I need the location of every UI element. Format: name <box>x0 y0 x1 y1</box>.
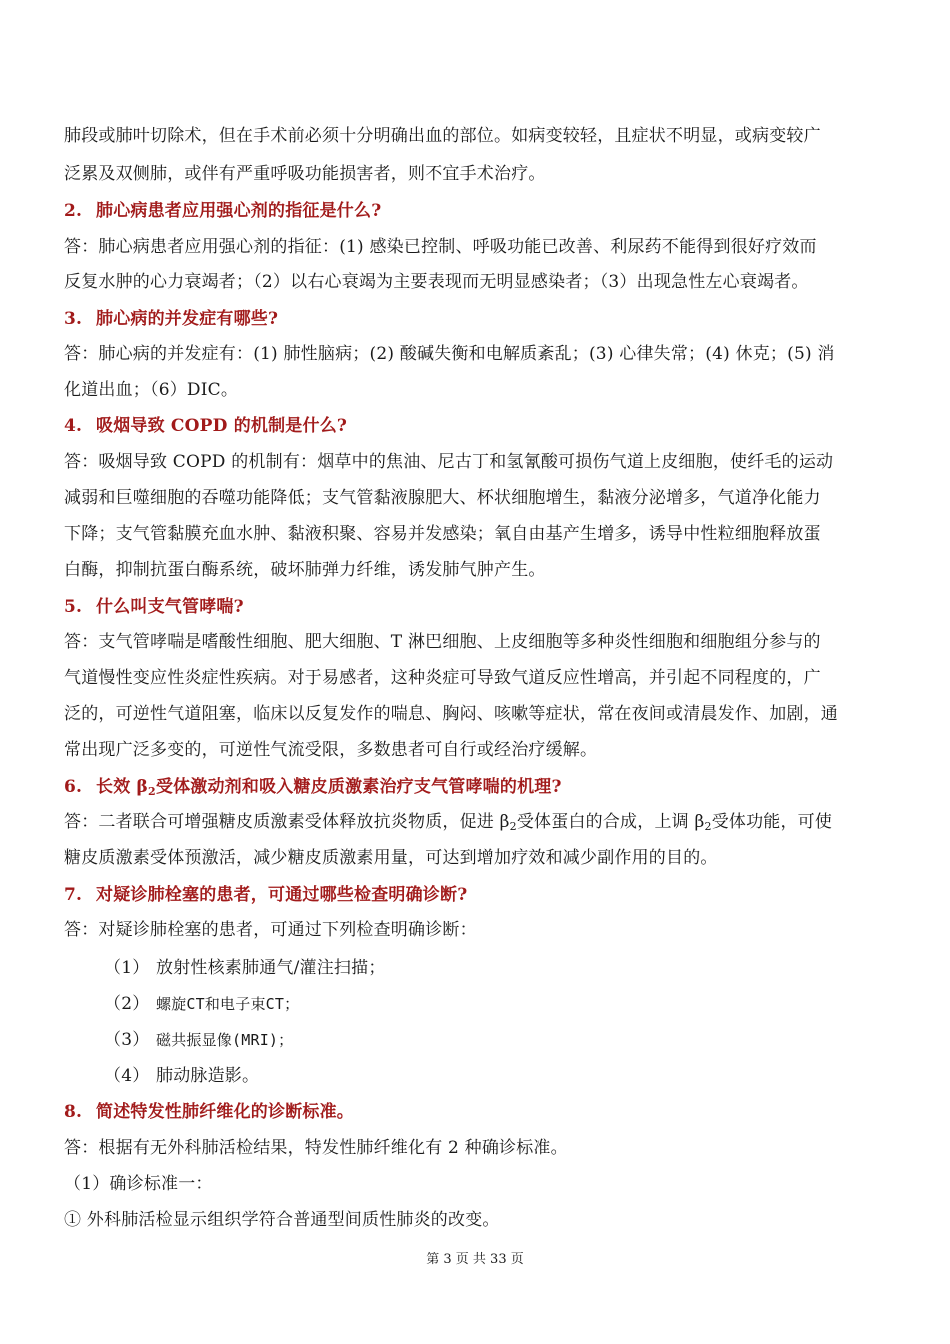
answer-text: 受体蛋白的合成，上调 β <box>516 812 705 832</box>
subscript: 2 <box>509 820 517 833</box>
list-index: （2） <box>104 994 150 1014</box>
list-index: （4） <box>104 1066 150 1086</box>
question-text-post: 受体激动剂和吸入糖皮质激素治疗支气管哮喘的机理? <box>155 777 562 797</box>
list-text: 螺旋CT和电子束CT； <box>156 995 300 1013</box>
question-number: 7. <box>64 885 83 905</box>
page-footer: 第 3 页 共 33 页 <box>426 1252 524 1267</box>
list-index: （3） <box>104 1030 150 1050</box>
answer-line: 化道出血；（6）DIC。 <box>64 380 239 400</box>
answer-line: 答：根据有无外科肺活检结果，特发性肺纤维化有 2 种确诊标准。 <box>64 1138 568 1158</box>
answer-line <box>64 810 832 834</box>
answer-line: 反复水肿的心力衰竭者；（2）以右心衰竭为主要表现而无明显感染者；（3）出现急性左心衰竭者。 <box>64 272 809 292</box>
question-text-pre: 长效 β <box>96 777 149 797</box>
answer-line: 答：对疑诊肺栓塞的患者，可通过下列检查明确诊断： <box>64 920 477 940</box>
answer-line: 常出现广泛多变的，可逆性气流受限，多数患者可自行或经治疗缓解。 <box>64 740 598 760</box>
question-heading <box>64 775 562 799</box>
list-text: 磁共振显像(MRI)； <box>156 1031 294 1049</box>
answer-line: 泛的，可逆性气道阻塞，临床以反复发作的喘息、胸闷、咳嗽等症状，常在夜间或清晨发作、加剧，通 <box>64 704 838 724</box>
answer-line: 气道慢性变应性炎症性疾病。对于易感者，这种炎症可导致气道反应性增高，并引起不同程度的，广 <box>64 668 821 688</box>
question-number: 6. <box>64 777 83 797</box>
paragraph-line: 肺段或肺叶切除术，但在手术前必须十分明确出血的部位。如病变较轻，且症状不明显，或病变较广 <box>64 126 821 146</box>
list-text: 放射性核素肺通气/灌注扫描； <box>156 958 386 978</box>
question-heading <box>64 1100 354 1124</box>
answer-text: 答：二者联合可增强糖皮质激素受体释放抗炎物质，促进 β <box>64 812 510 832</box>
question-text: 肺心病患者应用强心剂的指征是什么? <box>96 201 382 221</box>
list-item <box>104 1064 259 1088</box>
answer-line: 下降；支气管黏膜充血水肿、黏液积聚、容易并发感染；氧自由基产生增多，诱导中性粒细胞释放蛋 <box>64 524 821 544</box>
question-text: 什么叫支气管哮喘? <box>96 597 244 617</box>
answer-line: 答：肺心病患者应用强心剂的指征：(1) 感染已控制、呼吸功能已改善、利尿药不能得到很好疗效而 <box>64 237 817 257</box>
question-heading <box>64 199 381 223</box>
paragraph-line: 泛累及双侧肺，或伴有严重呼吸功能损害者，则不宜手术治疗。 <box>64 164 546 184</box>
answer-line: 答：吸烟导致 COPD 的机制有：烟草中的焦油、尼古丁和氢氰酸可损伤气道上皮细胞，使纤毛的运动 <box>64 452 834 472</box>
question-number: 8. <box>64 1102 83 1122</box>
criterion-heading: （1）确诊标准一： <box>64 1174 213 1194</box>
answer-line: 白酶，抑制抗蛋白酶系统，破坏肺弹力纤维，诱发肺气肿产生。 <box>64 560 546 580</box>
answer-line: 答：肺心病的并发症有：(1) 肺性脑病；(2) 酸碱失衡和电解质紊乱；(3) 心律失常；(4) 休克；(5) 消 <box>64 344 835 364</box>
list-item <box>104 956 386 980</box>
question-number: 5. <box>64 597 83 617</box>
question-number: 4. <box>64 416 83 436</box>
answer-line: 减弱和巨噬细胞的吞噬功能降低；支气管黏液腺肥大、杯状细胞增生，黏液分泌增多，气道净化能力 <box>64 488 821 508</box>
list-text: 肺动脉造影。 <box>156 1066 260 1086</box>
answer-text: 受体功能，可使 <box>711 812 833 832</box>
question-text: 吸烟导致 COPD 的机制是什么? <box>96 416 348 436</box>
subscript: 2 <box>704 820 712 833</box>
criterion-point: ① 外科肺活检显示组织学符合普通型间质性肺炎的改变。 <box>64 1210 500 1230</box>
list-item <box>104 992 299 1016</box>
question-heading <box>64 595 244 619</box>
question-heading <box>64 414 347 438</box>
question-text: 肺心病的并发症有哪些? <box>96 309 279 329</box>
answer-line: 糖皮质激素受体预激活，减少糖皮质激素用量，可达到增加疗效和减少副作用的目的。 <box>64 848 718 868</box>
question-text: 简述特发性肺纤维化的诊断标准。 <box>96 1102 354 1122</box>
subscript: 2 <box>148 785 156 798</box>
question-heading <box>64 883 467 907</box>
question-heading <box>64 307 278 331</box>
question-number: 3. <box>64 309 83 329</box>
list-item <box>104 1028 293 1052</box>
question-text: 对疑诊肺栓塞的患者，可通过哪些检查明确诊断? <box>96 885 468 905</box>
list-index: （1） <box>104 958 150 978</box>
answer-line: 答：支气管哮喘是嗜酸性细胞、肥大细胞、T 淋巴细胞、上皮细胞等多种炎性细胞和细胞组分参与的 <box>64 632 821 652</box>
question-number: 2. <box>64 201 83 221</box>
